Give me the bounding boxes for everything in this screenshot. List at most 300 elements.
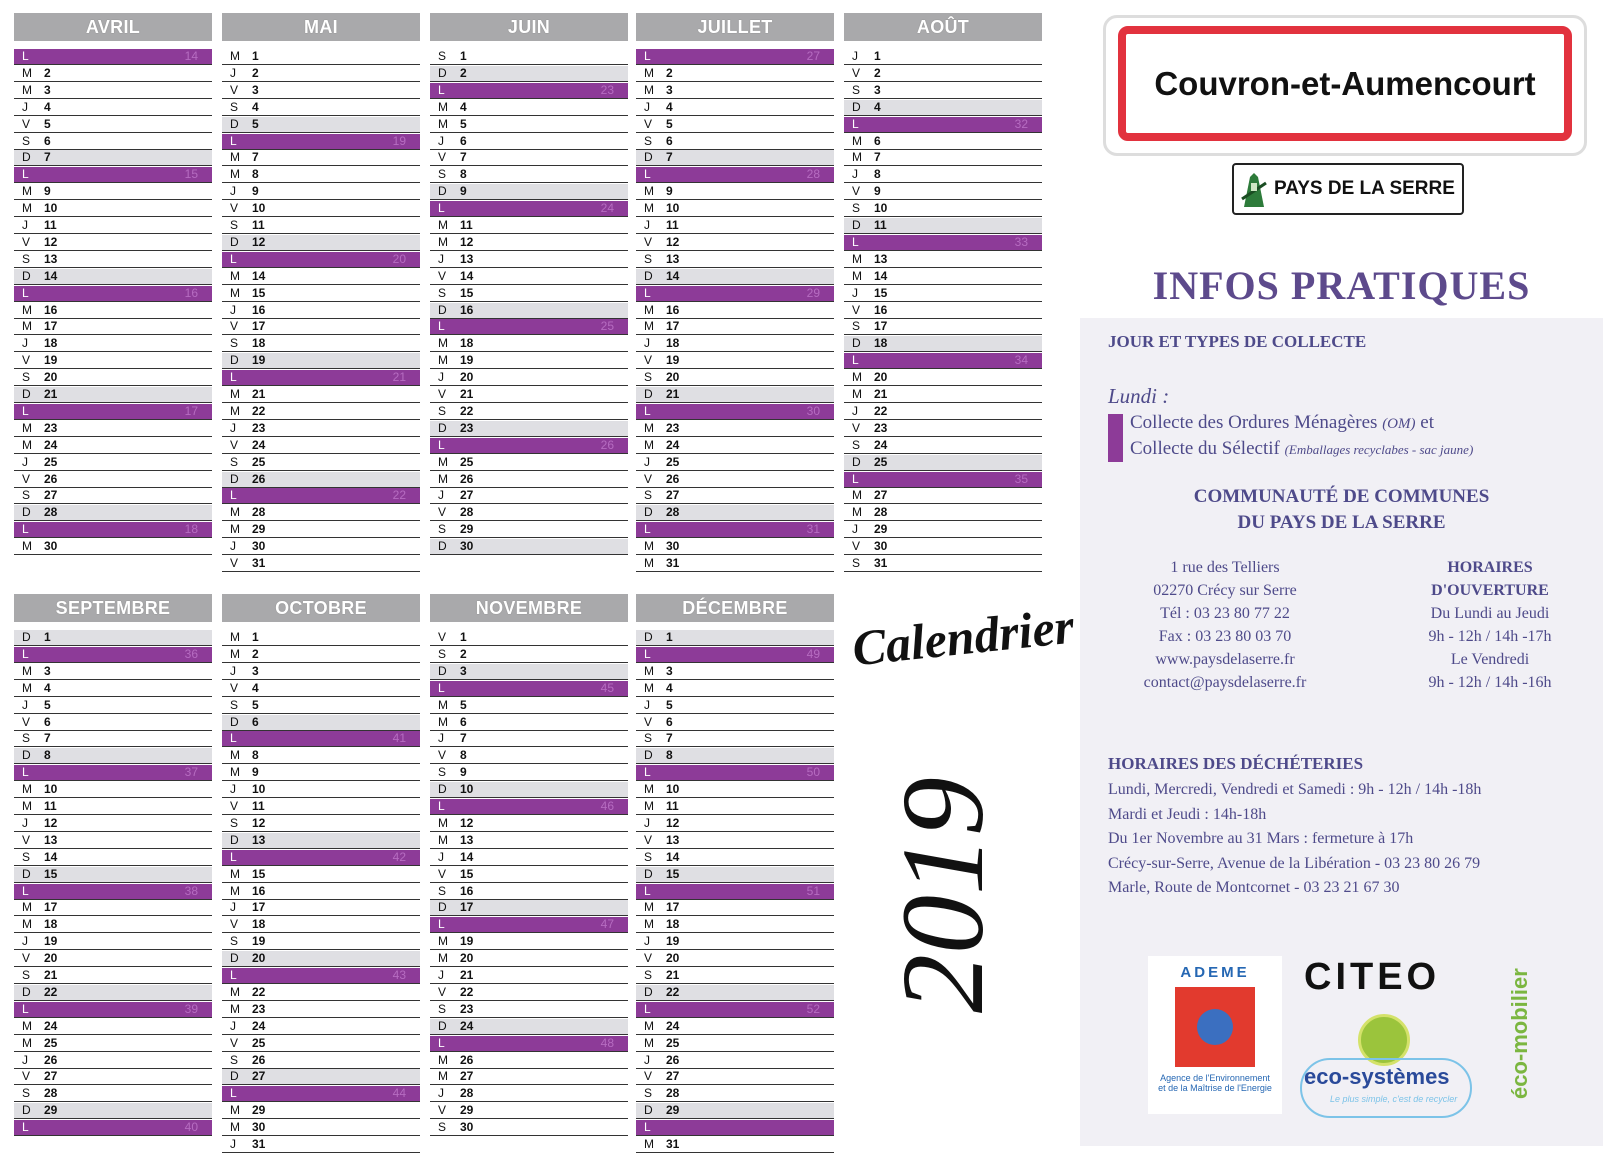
decheterie-line: Mardi et Jeudi : 14h-18h <box>1108 805 1267 823</box>
weekday-letter: S <box>438 646 447 661</box>
day-number: 8 <box>666 748 673 763</box>
week-number: 49 <box>806 646 820 661</box>
day-row <box>14 765 212 781</box>
day-row <box>14 100 212 116</box>
decheterie-line: Du 1er Novembre au 31 Mars : fermeture à 17h <box>1108 830 1414 847</box>
weekday-letter: L <box>644 883 651 898</box>
weekday-letter: M <box>438 234 448 249</box>
day-row <box>844 167 1042 183</box>
day-row <box>636 387 834 403</box>
day-row <box>844 421 1042 437</box>
week-number: 42 <box>392 849 406 864</box>
day-row <box>14 421 212 437</box>
community-badge-label: PAYS DE LA SERRE <box>1274 178 1455 199</box>
day-row <box>14 134 212 150</box>
day-number: 20 <box>252 951 266 966</box>
day-number: 15 <box>460 866 474 881</box>
weekday-letter: S <box>644 731 653 746</box>
day-row <box>222 748 420 764</box>
day-number: 28 <box>874 505 888 520</box>
day-row <box>844 539 1042 555</box>
community-name: COMMUNAUTÉ DE COMMUNES DU PAYS DE LA SERRE <box>1193 486 1490 533</box>
weekday-letter: M <box>22 917 32 932</box>
weekday-letter: D <box>22 630 31 644</box>
day-number: 25 <box>252 454 266 469</box>
day-row <box>636 117 834 133</box>
day-row <box>844 438 1042 454</box>
day-row <box>222 167 420 183</box>
weekday-letter: M <box>22 302 32 317</box>
weekday-letter: M <box>644 1035 654 1050</box>
hours-line: 9h - 12h / 14h -16h <box>1428 674 1552 691</box>
day-row <box>222 850 420 866</box>
weekday-letter: M <box>22 1035 32 1050</box>
day-row <box>222 1019 420 1035</box>
day-number: 5 <box>252 116 259 131</box>
day-number: 24 <box>460 1018 474 1033</box>
day-row <box>636 799 834 815</box>
day-row <box>14 1036 212 1052</box>
day-row <box>844 150 1042 166</box>
day-number: 12 <box>252 815 266 830</box>
day-number: 6 <box>460 133 467 148</box>
day-number: 5 <box>460 116 467 131</box>
day-row <box>636 455 834 471</box>
day-number: 23 <box>252 420 266 435</box>
day-number: 9 <box>460 184 467 199</box>
day-number: 25 <box>44 1035 58 1050</box>
day-row <box>14 472 212 488</box>
weekday-letter: L <box>22 1001 29 1016</box>
day-row <box>14 387 212 403</box>
weekday-letter: M <box>438 714 448 729</box>
month-header: SEPTEMBRE <box>14 594 212 622</box>
day-row <box>222 455 420 471</box>
day-row <box>636 934 834 950</box>
weekday-letter: M <box>230 883 240 898</box>
day-row <box>14 1053 212 1069</box>
weekday-letter: S <box>852 82 861 97</box>
day-number: 15 <box>252 866 266 881</box>
day-row <box>430 370 628 386</box>
weekday-letter: M <box>438 116 448 131</box>
day-row <box>636 884 834 900</box>
day-row <box>14 184 212 200</box>
day-row <box>14 117 212 133</box>
day-row <box>430 539 628 555</box>
week-number: 37 <box>184 765 198 780</box>
day-row <box>222 319 420 335</box>
day-row <box>844 488 1042 504</box>
weekday-letter: J <box>22 1052 28 1067</box>
day-row <box>222 799 420 815</box>
weekday-letter: V <box>644 116 653 131</box>
day-number: 7 <box>460 731 467 746</box>
day-number: 30 <box>252 1120 266 1135</box>
weekday-letter: M <box>230 268 240 283</box>
day-row <box>430 117 628 133</box>
weekday-letter: J <box>22 815 28 830</box>
week-number: 50 <box>806 765 820 780</box>
weekday-letter: L <box>22 522 29 537</box>
weekday-letter: D <box>644 505 653 520</box>
day-row <box>636 867 834 883</box>
day-row <box>14 985 212 1001</box>
day-row <box>636 1086 834 1102</box>
day-number: 13 <box>874 251 888 266</box>
day-number: 18 <box>252 917 266 932</box>
weekday-letter: L <box>644 1120 651 1135</box>
weekday-letter: L <box>852 234 859 249</box>
day-number: 17 <box>460 900 474 915</box>
day-row <box>636 985 834 1001</box>
weekday-letter: J <box>852 167 858 182</box>
weekday-letter: V <box>852 302 861 317</box>
day-number: 1 <box>460 630 467 644</box>
day-number: 1 <box>666 630 673 644</box>
weekday-letter: V <box>438 984 447 999</box>
day-row <box>636 731 834 747</box>
weekday-letter: L <box>438 799 445 813</box>
day-row <box>844 201 1042 217</box>
day-number: 4 <box>874 99 881 114</box>
day-number: 26 <box>252 1052 266 1067</box>
day-row <box>14 488 212 504</box>
day-row <box>636 833 834 849</box>
day-row <box>844 556 1042 572</box>
week-number: 19 <box>392 133 406 148</box>
weekday-letter: L <box>438 1035 445 1050</box>
week-number: 46 <box>600 799 614 813</box>
weekday-letter: J <box>22 336 28 351</box>
weekday-letter: J <box>230 663 236 678</box>
day-row <box>14 150 212 166</box>
day-row <box>14 748 212 764</box>
day-row <box>430 934 628 950</box>
day-number: 29 <box>666 1103 680 1118</box>
weekday-letter: S <box>438 49 447 63</box>
community-address <box>1110 556 1340 694</box>
weekday-letter: L <box>230 1086 237 1101</box>
weekday-letter: M <box>22 319 32 334</box>
day-number: 4 <box>666 99 673 114</box>
day-number: 31 <box>874 556 888 570</box>
weekday-letter: V <box>22 471 31 486</box>
day-number: 1 <box>44 630 51 644</box>
day-row <box>222 66 420 82</box>
weekday-letter: J <box>22 697 28 712</box>
weekday-letter: D <box>230 832 239 847</box>
weekday-letter: M <box>852 251 862 266</box>
day-number: 23 <box>460 1001 474 1016</box>
address-line: Tél : 03 23 80 77 22 <box>1160 605 1290 622</box>
weekday-letter: D <box>852 99 861 114</box>
weekday-letter: J <box>230 539 236 554</box>
day-number: 8 <box>44 748 51 763</box>
day-number: 21 <box>252 387 266 401</box>
day-number: 18 <box>460 336 474 351</box>
day-number: 2 <box>666 65 673 80</box>
day-row <box>636 353 834 369</box>
day-number: 22 <box>44 984 58 999</box>
day-row <box>636 681 834 697</box>
day-row <box>844 83 1042 99</box>
day-row <box>844 252 1042 268</box>
day-number: 24 <box>874 437 888 452</box>
day-number: 19 <box>666 934 680 949</box>
weekday-letter: L <box>644 522 651 537</box>
weekday-letter: L <box>22 646 29 661</box>
day-number: 2 <box>460 646 467 661</box>
day-number: 20 <box>44 370 58 385</box>
day-row <box>222 100 420 116</box>
weekday-letter: V <box>438 1103 447 1118</box>
weekday-letter: M <box>644 201 654 216</box>
day-number: 6 <box>666 714 673 729</box>
weekday-letter: M <box>230 866 240 881</box>
weekday-letter: D <box>230 116 239 131</box>
ademe-logo: ADEME Agence de l'Environnement et de la Maîtrise de l'Energie <box>1148 956 1282 1114</box>
weekday-letter: M <box>230 748 240 763</box>
weekday-letter: L <box>852 471 859 486</box>
day-row <box>222 218 420 234</box>
day-number: 31 <box>666 1137 680 1151</box>
week-number: 24 <box>600 201 614 216</box>
day-row <box>636 1069 834 1085</box>
weekday-letter: S <box>438 522 447 537</box>
weekday-letter: M <box>438 336 448 351</box>
day-number: 26 <box>460 471 474 486</box>
weekday-letter: L <box>644 646 651 661</box>
day-number: 3 <box>252 663 259 678</box>
day-number: 26 <box>666 471 680 486</box>
day-number: 1 <box>460 49 467 63</box>
day-number: 17 <box>44 900 58 915</box>
day-row <box>430 1019 628 1035</box>
day-number: 9 <box>44 184 51 199</box>
weekday-letter: V <box>644 1069 653 1084</box>
day-row <box>14 66 212 82</box>
weekday-letter: L <box>438 680 445 695</box>
day-number: 21 <box>666 387 680 401</box>
weekday-letter: J <box>852 403 858 418</box>
day-number: 22 <box>252 403 266 418</box>
day-row <box>844 269 1042 285</box>
weekday-letter: J <box>438 488 444 503</box>
day-row <box>430 218 628 234</box>
day-row <box>844 387 1042 403</box>
day-row <box>222 1069 420 1085</box>
week-number: 28 <box>806 167 820 182</box>
day-row <box>14 370 212 386</box>
day-number: 12 <box>460 815 474 830</box>
day-row <box>430 252 628 268</box>
day-number: 27 <box>460 488 474 503</box>
day-number: 23 <box>252 1001 266 1016</box>
day-number: 14 <box>666 849 680 864</box>
day-number: 16 <box>252 302 266 317</box>
weekday-letter: D <box>22 150 31 165</box>
day-number: 18 <box>666 917 680 932</box>
day-row <box>844 505 1042 521</box>
day-row <box>222 765 420 781</box>
day-row <box>222 201 420 217</box>
weekday-letter: V <box>644 951 653 966</box>
day-number: 27 <box>666 488 680 503</box>
day-number: 25 <box>460 454 474 469</box>
weekday-letter: D <box>644 984 653 999</box>
weekday-letter: J <box>230 1137 236 1151</box>
weekday-letter: D <box>230 951 239 966</box>
weekday-letter: L <box>22 49 29 63</box>
weekday-letter: D <box>438 65 447 80</box>
weekday-letter: S <box>230 934 239 949</box>
day-row <box>14 917 212 933</box>
day-row <box>14 167 212 183</box>
weekday-letter: V <box>22 832 31 847</box>
weekday-letter: S <box>438 403 447 418</box>
ecosystemes-logo: eco-systèmes Le plus simple, c'est de recycler <box>1300 1014 1472 1120</box>
weekday-letter: J <box>644 218 650 232</box>
citeo-logo: CITEO <box>1304 956 1441 998</box>
day-row <box>222 664 420 680</box>
day-row <box>14 336 212 352</box>
weekday-letter: V <box>438 748 447 763</box>
day-row <box>14 630 212 646</box>
day-row <box>14 816 212 832</box>
day-number: 23 <box>44 420 58 435</box>
weekday-letter: J <box>230 302 236 317</box>
day-row <box>430 748 628 764</box>
day-number: 11 <box>874 218 887 232</box>
day-row <box>222 522 420 538</box>
weekday-letter: S <box>438 285 447 300</box>
day-number: 7 <box>874 150 881 165</box>
weekday-letter: S <box>644 968 653 982</box>
weekday-letter: L <box>644 49 651 63</box>
weekday-letter: D <box>22 387 31 401</box>
weekday-letter: M <box>644 900 654 915</box>
day-row <box>222 336 420 352</box>
day-row <box>636 850 834 866</box>
collection-day: Lundi : <box>1108 384 1170 408</box>
weekday-letter: L <box>644 403 651 418</box>
day-row <box>14 83 212 99</box>
weekday-letter: V <box>852 65 861 80</box>
weekday-letter: M <box>230 49 240 63</box>
day-row <box>222 681 420 697</box>
day-number: 21 <box>666 968 680 982</box>
day-row <box>636 782 834 798</box>
decheterie-line: Marle, Route de Montcornet - 03 23 21 67 30 <box>1108 879 1400 896</box>
day-row <box>14 951 212 967</box>
weekday-letter: M <box>230 1001 240 1016</box>
calendar-word: Calendrier <box>849 597 1077 677</box>
weekday-letter: L <box>22 285 29 300</box>
day-row <box>636 900 834 916</box>
day-number: 3 <box>460 663 467 678</box>
day-row <box>430 336 628 352</box>
week-number: 52 <box>806 1001 820 1016</box>
day-number: 5 <box>666 697 673 712</box>
day-number: 18 <box>252 336 266 351</box>
day-row <box>430 1120 628 1136</box>
day-row <box>222 370 420 386</box>
day-row <box>222 917 420 933</box>
hours-line: Le Vendredi <box>1450 651 1530 668</box>
day-number: 16 <box>460 302 474 317</box>
day-row <box>14 850 212 866</box>
day-number: 11 <box>460 218 473 232</box>
collection-line-2: Collecte du Sélectif (Emballages recyclabes - sac jaune) <box>1130 438 1474 459</box>
day-number: 9 <box>874 184 881 199</box>
weekday-letter: J <box>438 251 444 266</box>
weekday-letter: M <box>230 522 240 537</box>
day-row <box>14 715 212 731</box>
weekday-letter: V <box>644 832 653 847</box>
weekday-letter: D <box>852 336 861 351</box>
day-number: 3 <box>666 82 673 97</box>
day-row <box>636 150 834 166</box>
day-number: 14 <box>666 268 680 283</box>
day-row <box>844 336 1042 352</box>
day-row <box>14 269 212 285</box>
weekday-letter: D <box>644 630 653 644</box>
day-number: 16 <box>44 302 58 317</box>
weekday-letter: M <box>438 353 448 368</box>
day-row <box>636 917 834 933</box>
weekday-letter: V <box>644 353 653 368</box>
day-number: 16 <box>666 302 680 317</box>
week-number: 34 <box>1014 353 1028 368</box>
day-number: 21 <box>44 387 58 401</box>
month-header: MAI <box>222 13 420 41</box>
day-row <box>222 985 420 1001</box>
day-row <box>430 134 628 150</box>
weekday-letter: D <box>230 714 239 729</box>
day-row <box>14 698 212 714</box>
weekday-letter: D <box>438 539 447 554</box>
weekday-letter: J <box>230 184 236 199</box>
day-number: 2 <box>44 65 51 80</box>
ecomobilier-logo: éco-mobilier <box>1507 968 1532 1099</box>
weekday-letter: V <box>22 714 31 729</box>
day-number: 9 <box>460 765 467 780</box>
weekday-letter: V <box>230 917 239 932</box>
day-row <box>844 353 1042 369</box>
day-row <box>636 1019 834 1035</box>
weekday-letter: J <box>230 420 236 435</box>
day-number: 25 <box>666 1035 680 1050</box>
day-row <box>222 934 420 950</box>
day-row <box>222 404 420 420</box>
day-row <box>636 438 834 454</box>
week-number: 36 <box>184 646 198 661</box>
weekday-letter: S <box>852 319 861 334</box>
day-row <box>14 404 212 420</box>
day-row <box>222 867 420 883</box>
day-row <box>636 235 834 251</box>
day-number: 27 <box>44 1069 58 1084</box>
weekday-letter: S <box>438 883 447 898</box>
day-number: 6 <box>460 714 467 729</box>
day-row <box>14 522 212 538</box>
weekday-letter: J <box>438 133 444 148</box>
day-row <box>636 134 834 150</box>
day-number: 5 <box>44 116 51 131</box>
weekday-letter: D <box>230 353 239 368</box>
day-number: 23 <box>666 420 680 435</box>
